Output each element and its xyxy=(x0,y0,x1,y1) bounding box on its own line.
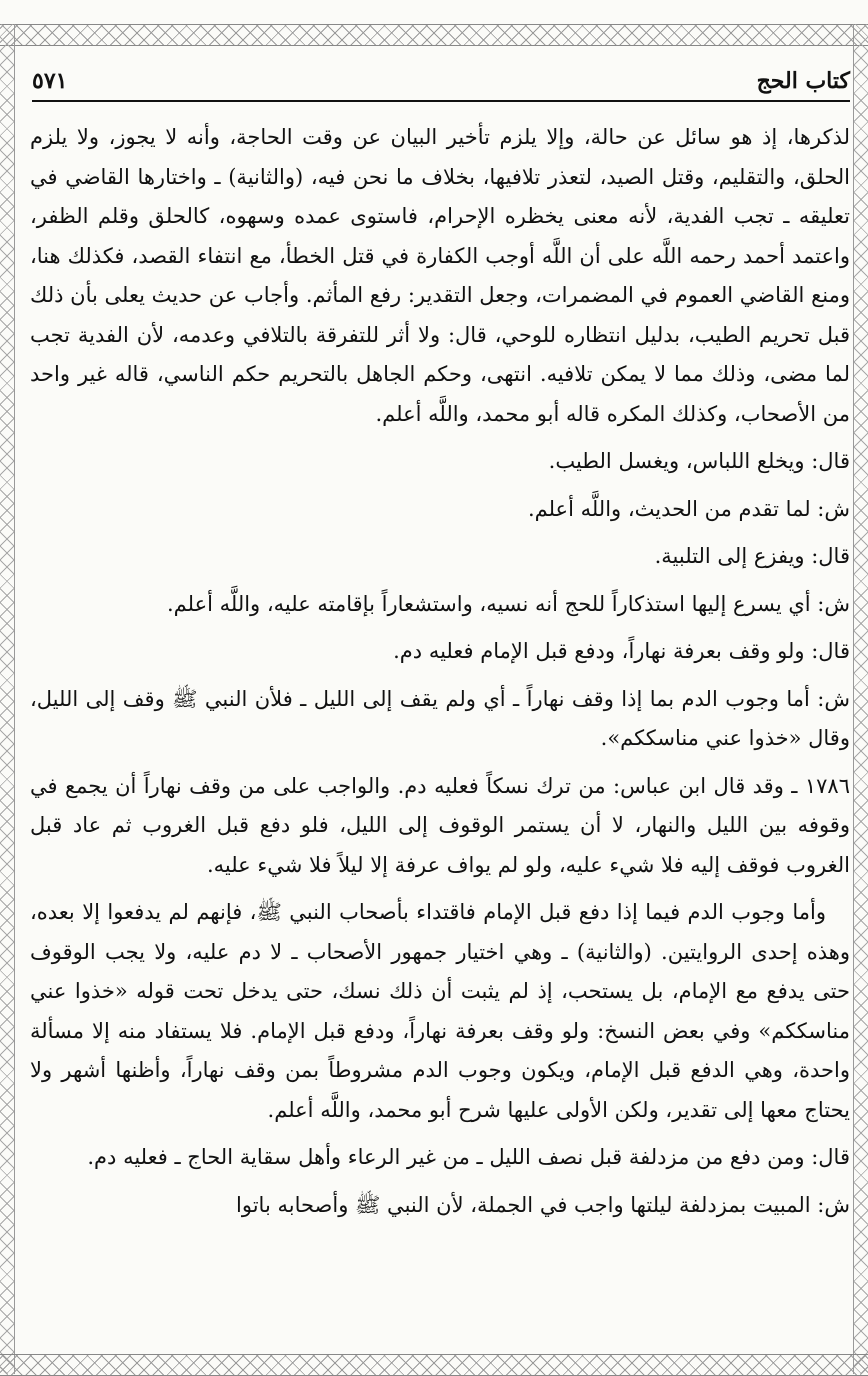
page-header xyxy=(32,60,850,102)
paragraph-continuation: لذكرها، إذ هو سائل عن حالة، وإلا يلزم تأخير البيان عن وقت الحاجة، وأنه لا يجوز، ولا يلزم الحلق، والتقليم، وقتل الصيد، لتعذر تلافيها، بخلاف ما نحن فيه، (والثانية) ـ واختارها القاضي في تعليقه ـ تجب الفدية، لأنه معنى يخظره الإحرام، فاستوى عمده وسهوه، كالحلق وقلم الظفر، واعتمد أحمد رحمه اللَّه على أن اللَّه أوجب الكفارة في قتل الخطأ، مع انتفاء القصد، فكذلك هنا، ومنع القاضي العموم في المضمرات، وجعل التقدير: رفع المأثم. وأجاب عن حديث يعلى بأن ذلك قبل تحريم الطيب، بدليل انتظاره للوحي، قال: ولا أثر للتفرقة بالتلافي وعدمه، لأن الفدية تجب لما مضى، وذلك مما لا يمكن تلافيه. انتهى، وحكم الجاهل بالتحريم حكم الناسي، قاله غير واحد من الأصحاب، وكذلك المكره قاله أبو محمد، واللَّه أعلم. xyxy=(30,125,850,426)
decorative-right-border xyxy=(853,24,868,1374)
paragraph-sharh: ش: المبيت بمزدلفة ليلتها واجب في الجملة، لأن النبي ﷺ وأصحابه باتوا xyxy=(236,1192,850,1217)
page-body xyxy=(30,118,850,1225)
paragraph-body: وأما وجوب الدم فيما إذا دفع قبل الإمام فاقتداء بأصحاب النبي ﷺ، فإنهم لم يدفعوا إلا بعده، وهذه إحدى الروايتين. (والثانية) ـ وهي اختيار جمهور الأصحاب ـ لا دم عليه، ولا يجب الوقوف حتى يدفع مع الإمام، بل يستحب، إذ لم يثبت أن ذلك نسك، حتى يدخل تحت قوله «خذوا عني مناسككم» وفي بعض النسخ: ولو وقف بعرفة نهاراً، ودفع قبل الإمام. فلا يستفاد منه إلا مسألة واحدة، وهي الدفع قبل الإمام، ويكون وجوب الدم مشروطاً بمن وقف نهاراً، وأظنها أشهر ولا يحتاج معها إلى تقدير، ولكن الأولى عليها شرح أبو محمد، واللَّه أعلم. xyxy=(30,900,850,1122)
paragraph-sharh: ش: أما وجوب الدم بما إذا وقف نهاراً ـ أي ولم يقف إلى الليل ـ فلأن النبي ﷺ وقف إلى الليل، وقال «خذوا عني مناسككم». xyxy=(30,686,850,750)
paragraph-sharh: ش: أي يسرع إليها استذكاراً للحج أنه نسيه، واستشعاراً بإقامته عليه، واللَّه أعلم. xyxy=(166,591,850,616)
page-number: ٥٧١ xyxy=(32,68,68,94)
decorative-left-border xyxy=(0,24,15,1374)
decorative-bottom-border xyxy=(0,1354,868,1376)
decorative-top-border xyxy=(0,24,868,46)
paragraph-sharh: ش: لما تقدم من الحديث، واللَّه أعلم. xyxy=(527,496,850,521)
paragraph-matn: قال: ولو وقف بعرفة نهاراً، ودفع قبل الإمام فعليه دم. xyxy=(393,639,850,663)
paragraph-matn: قال: ومن دفع من مزدلفة قبل نصف الليل ـ من غير الرعاء وأهل سقاية الحاج ـ فعليه دم. xyxy=(87,1145,850,1169)
paragraph-hadith: ١٧٨٦ ـ وقد قال ابن عباس: من ترك نسكاً فعليه دم. والواجب على من وقف نهاراً أن يجمع في وقوفه بين الليل والنهار، لا أن يستمر الوقوف إلى الليل، فلو دفع قبل الغروب ثم عاد قبل الغروب فوقف إليه فلا شيء عليه، ولو لم يواف عرفة إلا ليلاً فلا شيء عليه. xyxy=(30,773,850,877)
paragraph-matn: قال: ويفزع إلى التلبية. xyxy=(654,544,850,568)
running-title: كتاب الحج xyxy=(756,68,850,94)
paragraph-matn: قال: ويخلع اللباس، ويغسل الطيب. xyxy=(548,449,850,473)
